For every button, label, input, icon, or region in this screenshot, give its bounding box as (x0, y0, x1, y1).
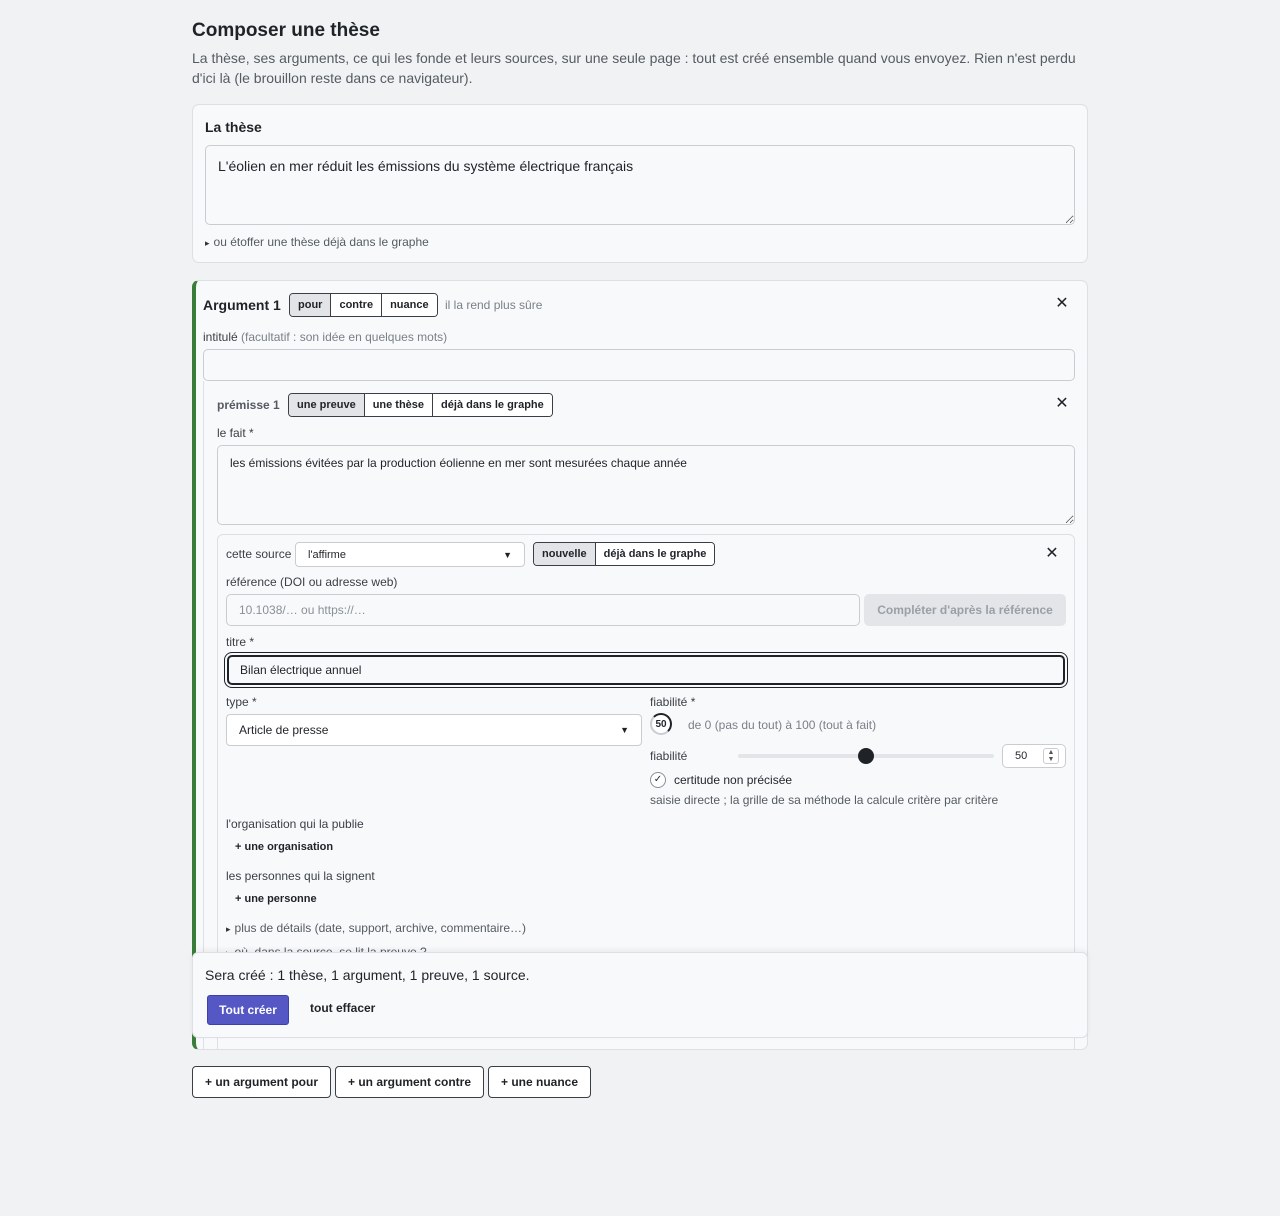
stepper-icon[interactable]: ▲ ▼ (1043, 748, 1059, 764)
source-type-value: Article de presse (239, 723, 329, 737)
stance-nuance-button[interactable]: nuance (381, 294, 437, 316)
creation-summary: Sera créé : 1 thèse, 1 argument, 1 preuve, 1 source. (205, 967, 530, 983)
add-argument-contre-button[interactable]: + un argument contre (335, 1066, 484, 1098)
premise-kind-these-button[interactable]: une thèse (364, 394, 432, 416)
reliability-label: fiabilité * (650, 695, 696, 709)
page-title: Composer une thèse (192, 20, 380, 41)
source-type-select[interactable] (226, 714, 642, 746)
stance-pour-button[interactable]: pour (290, 294, 330, 316)
premise-kind-preuve-button[interactable]: une preuve (289, 394, 364, 416)
argument-label-input[interactable] (203, 349, 1075, 381)
clear-all-button[interactable]: tout effacer (310, 1001, 376, 1015)
reference-label: référence (DOI ou adresse web) (226, 575, 398, 589)
add-person-button[interactable]: + une personne (235, 893, 317, 905)
fact-label: le fait * (217, 426, 254, 440)
disclosure-triangle-icon: ▸ (205, 238, 210, 248)
people-label: les personnes qui la signent (226, 869, 375, 883)
source-relation-select[interactable] (295, 542, 525, 567)
argument-label-caption (203, 330, 447, 344)
source-origin-selector (533, 542, 715, 566)
source-origin-new-button[interactable]: nouvelle (534, 543, 595, 565)
reliability-note: saisie directe ; la grille de sa méthode la calcule critère par critère (650, 793, 999, 807)
argument-title: Argument 1 (203, 297, 281, 313)
premise-title: prémisse 1 (217, 398, 280, 412)
complete-from-reference-button[interactable]: Compléter d'après la référence (864, 594, 1066, 626)
source-relation-label: cette source (226, 547, 292, 561)
disclosure-triangle-icon: ▸ (226, 924, 231, 934)
reliability-number-input[interactable] (1002, 744, 1066, 768)
thesis-heading: La thèse (205, 119, 262, 135)
source-title-label: titre * (226, 635, 255, 649)
remove-source-close-icon[interactable]: ✕ (1045, 545, 1059, 562)
source-origin-graph-button[interactable]: déjà dans le graphe (595, 543, 715, 565)
source-title-input[interactable]: Bilan électrique annuel (227, 655, 1065, 685)
uncertain-checkbox[interactable]: ✓ (650, 772, 666, 788)
create-all-button[interactable]: Tout créer (207, 995, 289, 1025)
label-caption-hint: (facultatif : son idée en quelques mots) (241, 330, 448, 344)
add-argument-pour-button[interactable]: + un argument pour (192, 1066, 331, 1098)
fact-input[interactable] (217, 445, 1075, 525)
reliability-slider-label: fiabilité (650, 749, 688, 763)
stance-contre-button[interactable]: contre (330, 294, 381, 316)
existing-thesis-toggle[interactable] (205, 235, 429, 249)
thesis-card (192, 104, 1088, 263)
source-relation-value: l'affirme (308, 548, 346, 561)
more-details-label: plus de détails (date, support, archive, commentaire…) (234, 921, 526, 935)
stance-hint: il la rend plus sûre (445, 298, 543, 312)
organisation-label: l'organisation qui la publie (226, 817, 364, 831)
reliability-scale-text: de 0 (pas du tout) à 100 (tout à fait) (688, 718, 877, 732)
page-intro: La thèse, ses arguments, ce qui les fonde et leurs sources, sur une seule page : tout est créé ensemble quand vous envoyez. Rien n'est perdu d'ici là (le brouillon reste dans ce navigateur). (192, 50, 1076, 86)
source-type-label: type * (226, 695, 257, 709)
remove-premise-close-icon[interactable]: ✕ (1055, 395, 1069, 412)
reliability-slider-handle[interactable] (858, 748, 874, 764)
remove-argument-close-icon[interactable]: ✕ (1055, 295, 1069, 312)
stance-selector (289, 293, 438, 317)
add-organisation-button[interactable]: + une organisation (235, 841, 334, 853)
premise-kind-selector (288, 393, 553, 417)
chevron-down-icon: ▼ (620, 725, 629, 735)
thesis-input[interactable] (205, 145, 1075, 225)
premise-kind-graph-button[interactable]: déjà dans le graphe (432, 394, 552, 416)
existing-thesis-label: ou étoffer une thèse déjà dans le graphe (213, 235, 429, 249)
reliability-gauge: 50 (650, 713, 672, 735)
add-nuance-button[interactable]: + une nuance (488, 1066, 591, 1098)
reference-input[interactable]: 10.1038/… ou https://… (226, 594, 860, 626)
reliability-number-value: 50 (1015, 750, 1028, 762)
argument-card (192, 280, 1088, 1050)
submit-bar (192, 952, 1088, 1038)
more-details-toggle[interactable] (226, 921, 526, 935)
label-caption-text: intitulé (203, 330, 238, 344)
uncertain-label: certitude non précisée (674, 773, 793, 787)
chevron-down-icon: ▼ (503, 549, 512, 560)
reliability-slider[interactable] (738, 754, 994, 758)
